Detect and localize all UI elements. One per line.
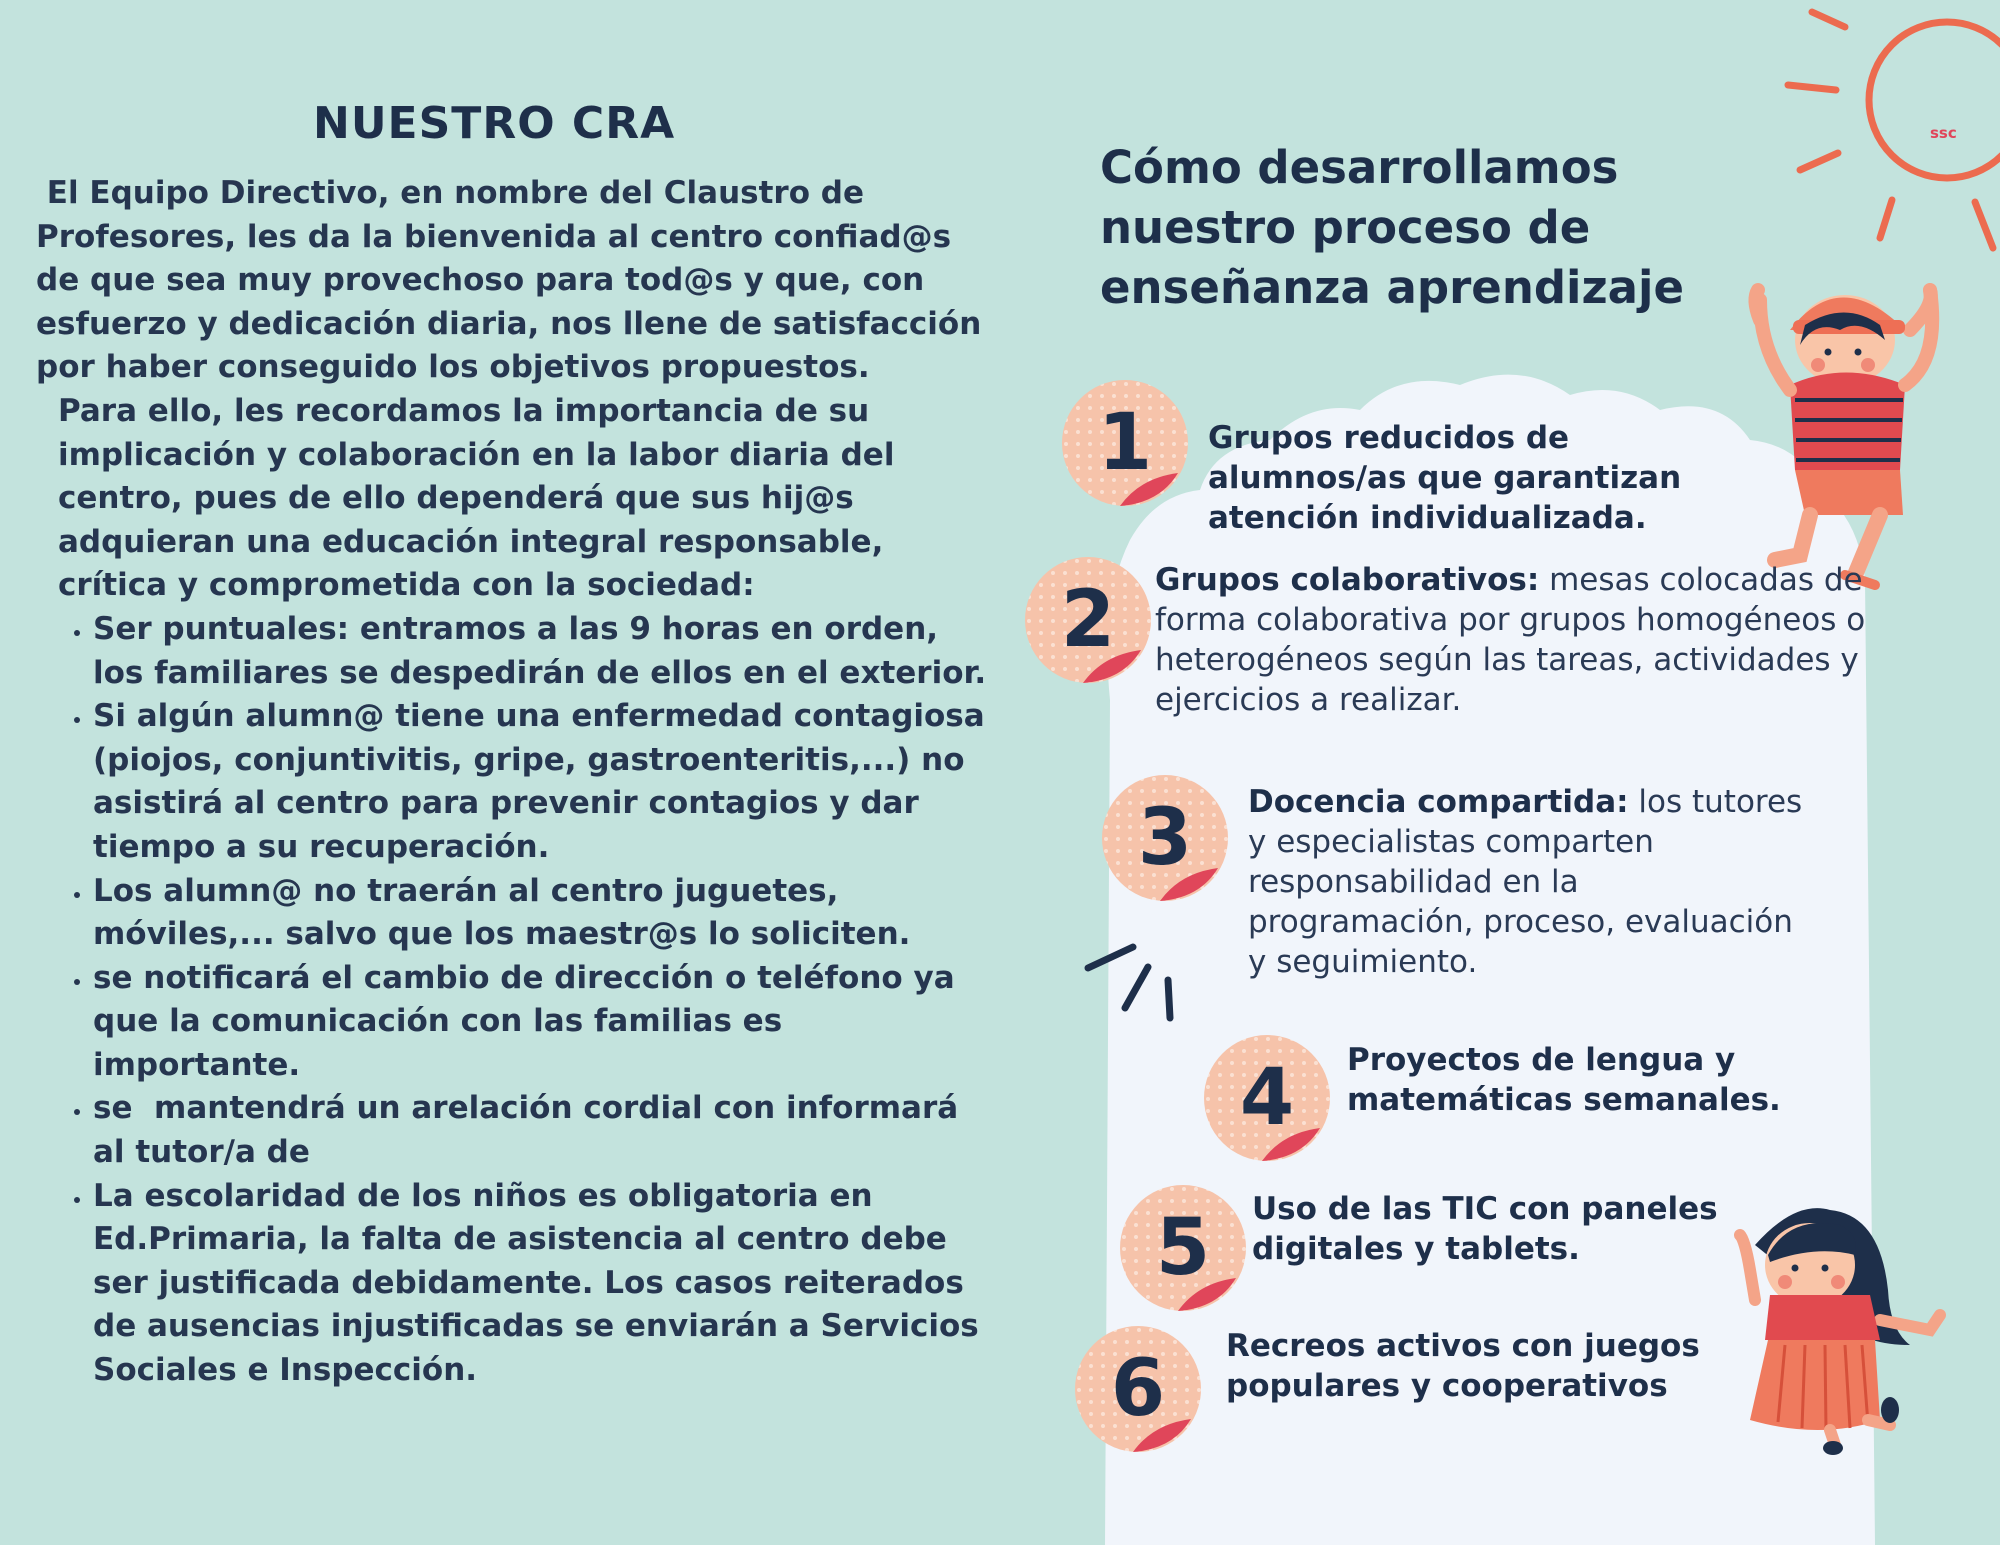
step-bold: Uso de las TIC con paneles digitales y tablets.	[1252, 1191, 1718, 1267]
girl-illustration	[1740, 1208, 1940, 1455]
step-number-badge	[1202, 1033, 1332, 1163]
title-line: enseñanza aprendizaje	[1100, 261, 1684, 314]
step-number: 1	[1097, 398, 1153, 488]
reminder-rest: la importancia de su implicación y colaboración en la labor diaria del centro, pues de ello dependerá que sus hij@s adquieran una educación integral responsable, crítica y comprometida con la sociedad:	[58, 392, 895, 604]
step-bold: Grupos reducidos de alumnos/as que garantizan atención individualizada.	[1208, 420, 1682, 536]
list-item: • se mantendrá un arelación cordial con informará al tutor/a de	[93, 1087, 996, 1174]
step-number-badge	[1060, 378, 1190, 508]
reminder-paragraph	[36, 390, 996, 608]
list-item: • Si algún alumn@ tiene una enfermedad contagiosa (piojos, conjuntivitis, gripe, gastroenteritis,...) no asistirá al centro para prevenir contagios y dar tiempo a su recuperación.	[93, 695, 996, 869]
page-title: NUESTRO CRA	[313, 98, 676, 149]
welcome-text	[36, 172, 996, 1393]
intro-paragraph: El Equipo Directivo, en nombre del Claustro de Profesores, les da la bienvenida al centro confiad@s de que sea muy provechoso para tod@s y que, con esfuerzo y dedicación diaria, nos llene de satisfacción por haber conseguido los objetivos propuestos.	[36, 175, 993, 386]
step-number-badge	[1073, 1324, 1203, 1454]
step-number-badge	[1023, 555, 1153, 685]
step-text	[1252, 1189, 1742, 1269]
step-number: 5	[1155, 1203, 1211, 1293]
step-rest: mesas colocadas de forma colaborativa por grupos homogéneos o heterogéneos según las tareas, actividades y ejercicios a realizar.	[1155, 562, 1866, 718]
step-number: 4	[1239, 1053, 1295, 1143]
step-text	[1347, 1040, 1817, 1120]
step-bold: Proyectos de lengua y matemáticas semanales.	[1347, 1042, 1781, 1118]
ssc-logo-text: ssc	[1930, 124, 1957, 142]
step-text	[1226, 1326, 1736, 1406]
list-item: • Ser puntuales: entramos a las 9 horas en orden, los familiares se despedirán de ellos en el exterior.	[93, 608, 996, 695]
step-number: 6	[1110, 1344, 1166, 1434]
step-text	[1248, 782, 1808, 982]
title-line: Cómo desarrollamos	[1100, 141, 1619, 194]
step-rest: los tutores y especialistas comparten responsabilidad en la programación, proceso, evaluación y seguimiento.	[1248, 784, 1803, 980]
step-text	[1208, 418, 1728, 538]
step-number-badge	[1118, 1183, 1248, 1313]
title-line: nuestro proceso de	[1100, 201, 1591, 254]
step-text	[1155, 560, 1875, 720]
section-title	[1100, 138, 1740, 318]
reminder-bold: Para ello, les recordamos	[58, 392, 502, 429]
sun-icon	[1788, 12, 2000, 248]
step-number: 2	[1060, 575, 1116, 665]
list-item: • La escolaridad de los niños es obligatoria en Ed.Primaria, la falta de asistencia al centro debe ser justificada debidamente. Los casos reiterados de ausencias injustificadas se enviarán a Servicios Sociales e Inspección.	[93, 1175, 996, 1393]
list-item: • Los alumn@ no traerán al centro juguetes, móviles,... salvo que los maestr@s lo soliciten.	[93, 870, 996, 957]
list-item: • se notificará el cambio de dirección o teléfono ya que la comunicación con las familias es importante.	[93, 957, 996, 1088]
step-number: 3	[1137, 793, 1193, 883]
step-bold: Grupos colaborativos:	[1155, 562, 1540, 598]
step-number-badge	[1100, 773, 1230, 903]
step-bold: Docencia compartida:	[1248, 784, 1629, 820]
rules-list	[36, 608, 996, 1393]
step-bold: Recreos activos con juegos populares y cooperativos	[1226, 1328, 1700, 1404]
